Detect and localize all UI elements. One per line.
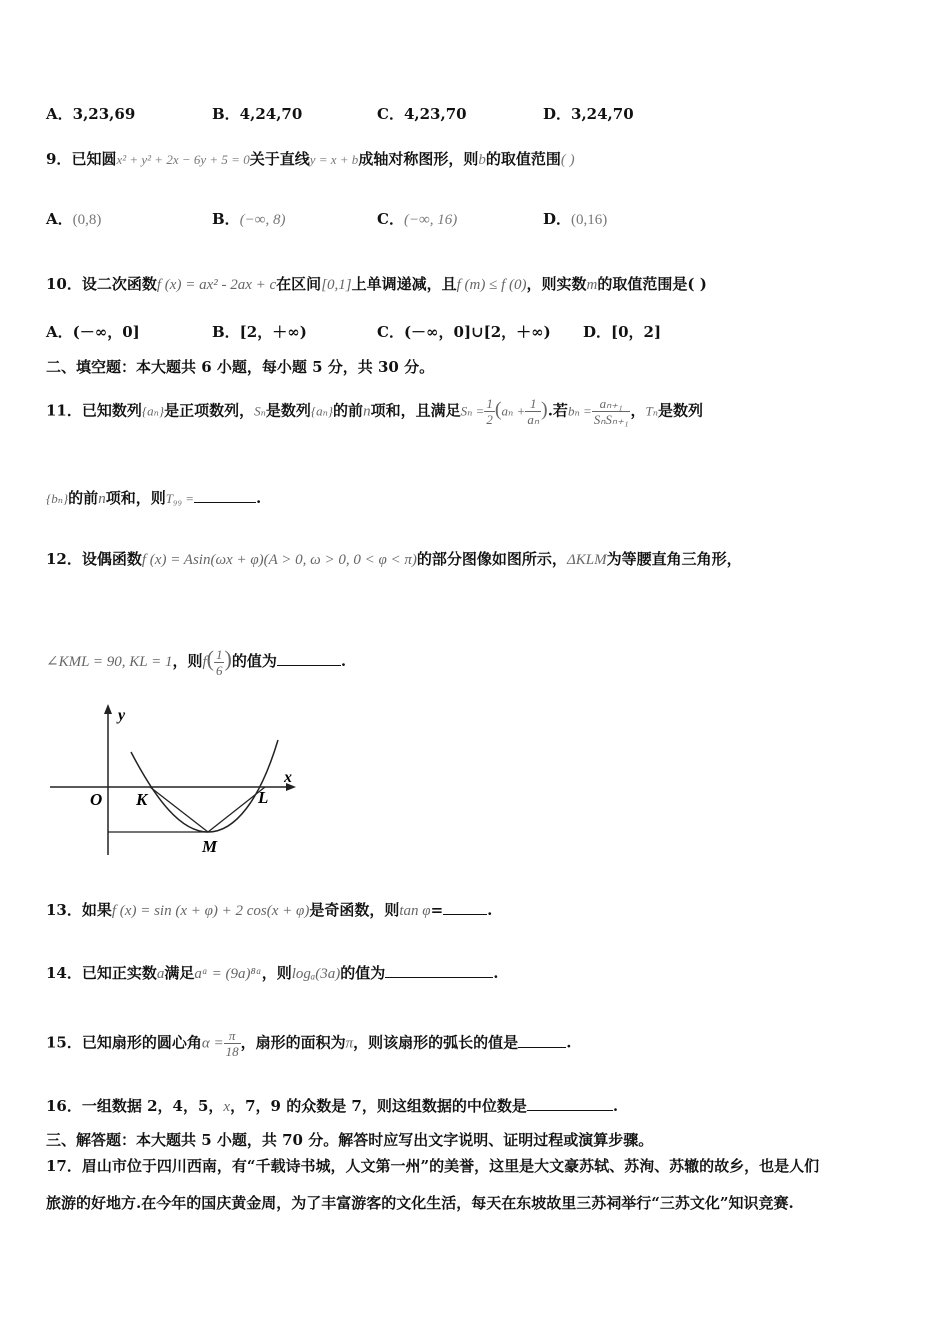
q14-text: 的值为	[340, 964, 386, 982]
q11-n: n	[363, 403, 371, 420]
q14-number: 14．	[46, 964, 82, 982]
q11-sn-equation: Sₙ =	[460, 403, 485, 419]
q13-number: 13．	[46, 901, 82, 919]
q11-sequence-a: {aₙ}	[141, 403, 165, 419]
x-label: x	[284, 769, 292, 786]
q11-period: .	[256, 489, 262, 507]
q12-graph	[46, 700, 306, 865]
q13-text: =	[430, 901, 444, 919]
q10-option-c: C．(－∞，0]∪[2，＋∞)	[377, 323, 551, 341]
question-17	[46, 1155, 819, 1176]
q12-text: 设偶函数	[81, 550, 142, 568]
q16-period: .	[612, 1097, 619, 1115]
option-label: D．	[543, 210, 572, 228]
q11-t99: T₉₉ =	[165, 491, 194, 506]
q10-option-b: B．[2，＋∞)	[212, 323, 307, 341]
q11-text: 项和，则	[105, 489, 166, 507]
q10-condition: f (m) ≤ f (0)	[456, 277, 527, 293]
q14-answer-blank[interactable]	[385, 965, 493, 978]
q10-text: 的取值范围是( )	[597, 275, 707, 293]
q15-angle-fraction	[224, 1028, 241, 1059]
question-12	[46, 548, 742, 569]
q11-tn: Tₙ	[645, 403, 658, 419]
q17-line-1: 眉山市位于四川西南，有“千载诗书城，人文第一州”的美誉，这里是大文豪苏轼、苏洵、苏辙的故乡，也是人们	[81, 1157, 820, 1175]
q15-answer-blank[interactable]	[518, 1035, 566, 1048]
q11-an: aₙ +	[501, 403, 526, 419]
q9-text: 关于直线	[249, 150, 310, 168]
question-12-continued: ∠KML = 90, KL = 1，则f( $\frac{1}{6}$ )的值为 .	[46, 646, 347, 678]
question-17-continued	[46, 1192, 794, 1213]
segment-km	[150, 787, 208, 832]
q11-text: 已知数列	[81, 401, 142, 420]
q11-text: 项和，且满足	[370, 401, 461, 420]
q11-text: 是数列	[658, 401, 704, 420]
q9-text: 已知圆	[71, 150, 117, 168]
origin-label: O	[90, 790, 103, 809]
q13-tan: tan φ	[399, 903, 431, 919]
q12-function: f (x) = Asin(ωx + φ)(A > 0, ω > 0, 0 < φ < π)	[141, 552, 417, 568]
question-11-continued	[46, 487, 261, 508]
fraction-denominator: SₙSₙ₊₁	[593, 412, 629, 427]
q15-text: ，则该扇形的弧长的值是	[353, 1033, 519, 1052]
q12-period: .	[340, 652, 347, 670]
q15-number: 15．	[46, 1033, 82, 1052]
q17-line-2: 旅游的好地方.在今年的国庆黄金周，为了丰富游客的文化生活，每天在东坡故里三苏祠举行“三苏文化”知识竞赛.	[46, 1194, 794, 1212]
q10-option-a: A．(－∞，0]	[46, 323, 140, 341]
q13-function: f (x) = sin (x + φ) + 2 cos(x + φ)	[111, 903, 310, 919]
q10-variable: m	[586, 277, 598, 293]
q8-option-a: A．3,23,69	[46, 105, 136, 123]
q12-text: 为等腰直角三角形，	[606, 550, 742, 568]
q9-line-equation: y = x + b	[309, 152, 359, 167]
q8-option-c: C．4,23,70	[377, 105, 467, 123]
q11-sequence-b: {bₙ}	[46, 491, 69, 506]
q11-sequence-a: {aₙ}	[310, 403, 334, 419]
q15-pi: π	[345, 1035, 354, 1052]
option-value: (−∞, 16)	[403, 212, 458, 228]
q9-answer-paren: ( )	[560, 152, 575, 168]
q14-period: .	[493, 964, 499, 982]
section-solution-heading: 三、解答题：本大题共 5 小题，共 70 分。解答时应写出文字说明、证明过程或演算步骤。	[46, 1131, 654, 1149]
q11-answer-blank[interactable]	[194, 490, 256, 503]
q12-f: f	[202, 654, 207, 670]
q10-interval: [0,1]	[321, 277, 352, 293]
section-fill-in-heading: 二、填空题：本大题共 6 小题，每小题 5 分，共 30 分。	[46, 358, 435, 376]
question-11: 11．已知数列{aₙ}是正项数列，Sₙ是数列{aₙ}的前n项和，且满足Sₙ = $\frac{1}{2}$ (aₙ + $\frac{1}{\text{aₙ}}$ ).若bₙ = $\frac{\text{aₙ₊₁}}{\text{SₙSₙ₊₁}}$ ，Tₙ是数列	[46, 396, 704, 427]
point-k-label: K	[136, 790, 148, 809]
option-label: C．	[377, 210, 404, 228]
q11-text: .若	[547, 401, 568, 420]
fraction-denominator: 6	[215, 662, 223, 678]
fraction-denominator: 18	[225, 1044, 239, 1059]
y-label: y	[118, 707, 126, 724]
q15-text: 已知扇形的圆心角	[81, 1033, 202, 1052]
q11-bn: bₙ =	[567, 403, 592, 419]
q11-bn-fraction	[592, 396, 631, 427]
q10-text: ，则实数	[526, 275, 587, 293]
q11-text: 的前	[68, 489, 99, 507]
q9-variable: b	[478, 152, 486, 168]
q16-number: 16．	[46, 1097, 82, 1115]
y-axis-arrow	[104, 704, 112, 714]
option-value: (−∞, 8)	[239, 212, 286, 228]
fraction-numerator: 1	[525, 396, 541, 412]
q9-option-b	[212, 208, 286, 229]
q11-text: 是数列	[265, 401, 311, 420]
option-label: B．	[212, 210, 240, 228]
q17-number: 17．	[46, 1157, 82, 1175]
function-curve	[131, 740, 278, 832]
point-m-label: M	[202, 837, 218, 856]
q9-number: 9．	[46, 150, 72, 168]
q10-number: 10．	[46, 275, 82, 293]
q10-text: 在区间	[276, 275, 322, 293]
fraction-numerator: 1	[215, 646, 223, 662]
q14-log: logₐ(3a)	[291, 966, 341, 982]
q13-text: 是奇函数，则	[309, 901, 400, 919]
fraction-denominator: aₙ	[527, 412, 540, 427]
q12-angle: ∠KML = 90	[46, 654, 122, 670]
q9-text: 成轴对称图形，则	[358, 150, 479, 168]
q14-text: 满足	[164, 964, 195, 982]
q12-number: 12．	[46, 550, 82, 568]
option-value: (0,8)	[72, 212, 102, 228]
q15-text: ，扇形的面积为	[240, 1033, 346, 1052]
q14-text: ，则	[261, 964, 292, 982]
q12-answer-blank[interactable]	[277, 653, 341, 666]
q12-text: 的值为	[231, 652, 277, 670]
point-l-label: L	[258, 788, 269, 807]
q11-text: 的前	[333, 401, 364, 420]
q14-equation: aᵃ = (9a)⁸ᵃ	[194, 966, 262, 982]
q15-alpha: α =	[201, 1035, 224, 1052]
q14-text: 已知正实数	[81, 964, 157, 982]
question-13	[46, 899, 492, 920]
question-14	[46, 962, 499, 983]
q16-text: ，7，9 的众数是 7，则这组数据的中位数是	[230, 1097, 527, 1115]
q15-period: .	[566, 1033, 572, 1052]
q13-text: 如果	[81, 901, 112, 919]
q11-sn: Sₙ	[254, 403, 266, 419]
question-10	[46, 273, 707, 294]
q11-text: 是正项数列，	[164, 401, 255, 420]
q12-kl-length: , KL = 1	[121, 654, 173, 670]
q12-text: 的部分图像如图所示，	[416, 550, 567, 568]
q13-answer-blank[interactable]	[443, 902, 487, 915]
fraction-numerator: 1	[486, 396, 493, 411]
option-value: (0,16)	[571, 212, 608, 228]
q12-triangle: ΔKLM	[566, 552, 607, 568]
q12-text: ，则	[172, 652, 203, 670]
question-16	[46, 1095, 618, 1116]
q10-text: 设二次函数	[81, 275, 157, 293]
fraction-numerator: π	[224, 1028, 241, 1044]
q11-n: n	[98, 491, 106, 507]
q11-half-fraction	[484, 396, 495, 427]
q16-text: 一组数据 2，4，5，	[81, 1097, 224, 1115]
q9-text: 的取值范围	[485, 150, 561, 168]
question-15	[46, 1028, 571, 1059]
q10-function: f (x) = ax² - 2ax + c	[156, 277, 277, 293]
q11-text: ，	[630, 401, 646, 420]
q16-x: x	[223, 1099, 231, 1115]
fraction-numerator: aₙ₊₁	[592, 396, 631, 412]
q10-text: 上单调递减，且	[351, 275, 457, 293]
q11-reciprocal-fraction	[525, 396, 541, 427]
q9-option-d	[543, 208, 607, 229]
q9-option-a	[46, 208, 101, 229]
q11-number: 11．	[46, 401, 82, 420]
q12-sixth-fraction	[214, 647, 225, 678]
question-9	[46, 148, 575, 169]
q13-period: .	[487, 901, 493, 919]
q9-option-c	[377, 208, 457, 229]
q8-option-d: D．3,24,70	[543, 105, 634, 123]
q8-option-b: B．4,24,70	[212, 105, 303, 123]
q14-a: a	[156, 966, 165, 982]
q9-circle-equation: x² + y² + 2x − 6y + 5 = 0	[116, 152, 250, 167]
option-label: A．	[46, 210, 73, 228]
q16-answer-blank[interactable]	[527, 1098, 613, 1111]
fraction-denominator: 2	[486, 412, 493, 427]
q10-option-d: D．[0，2]	[583, 323, 662, 341]
